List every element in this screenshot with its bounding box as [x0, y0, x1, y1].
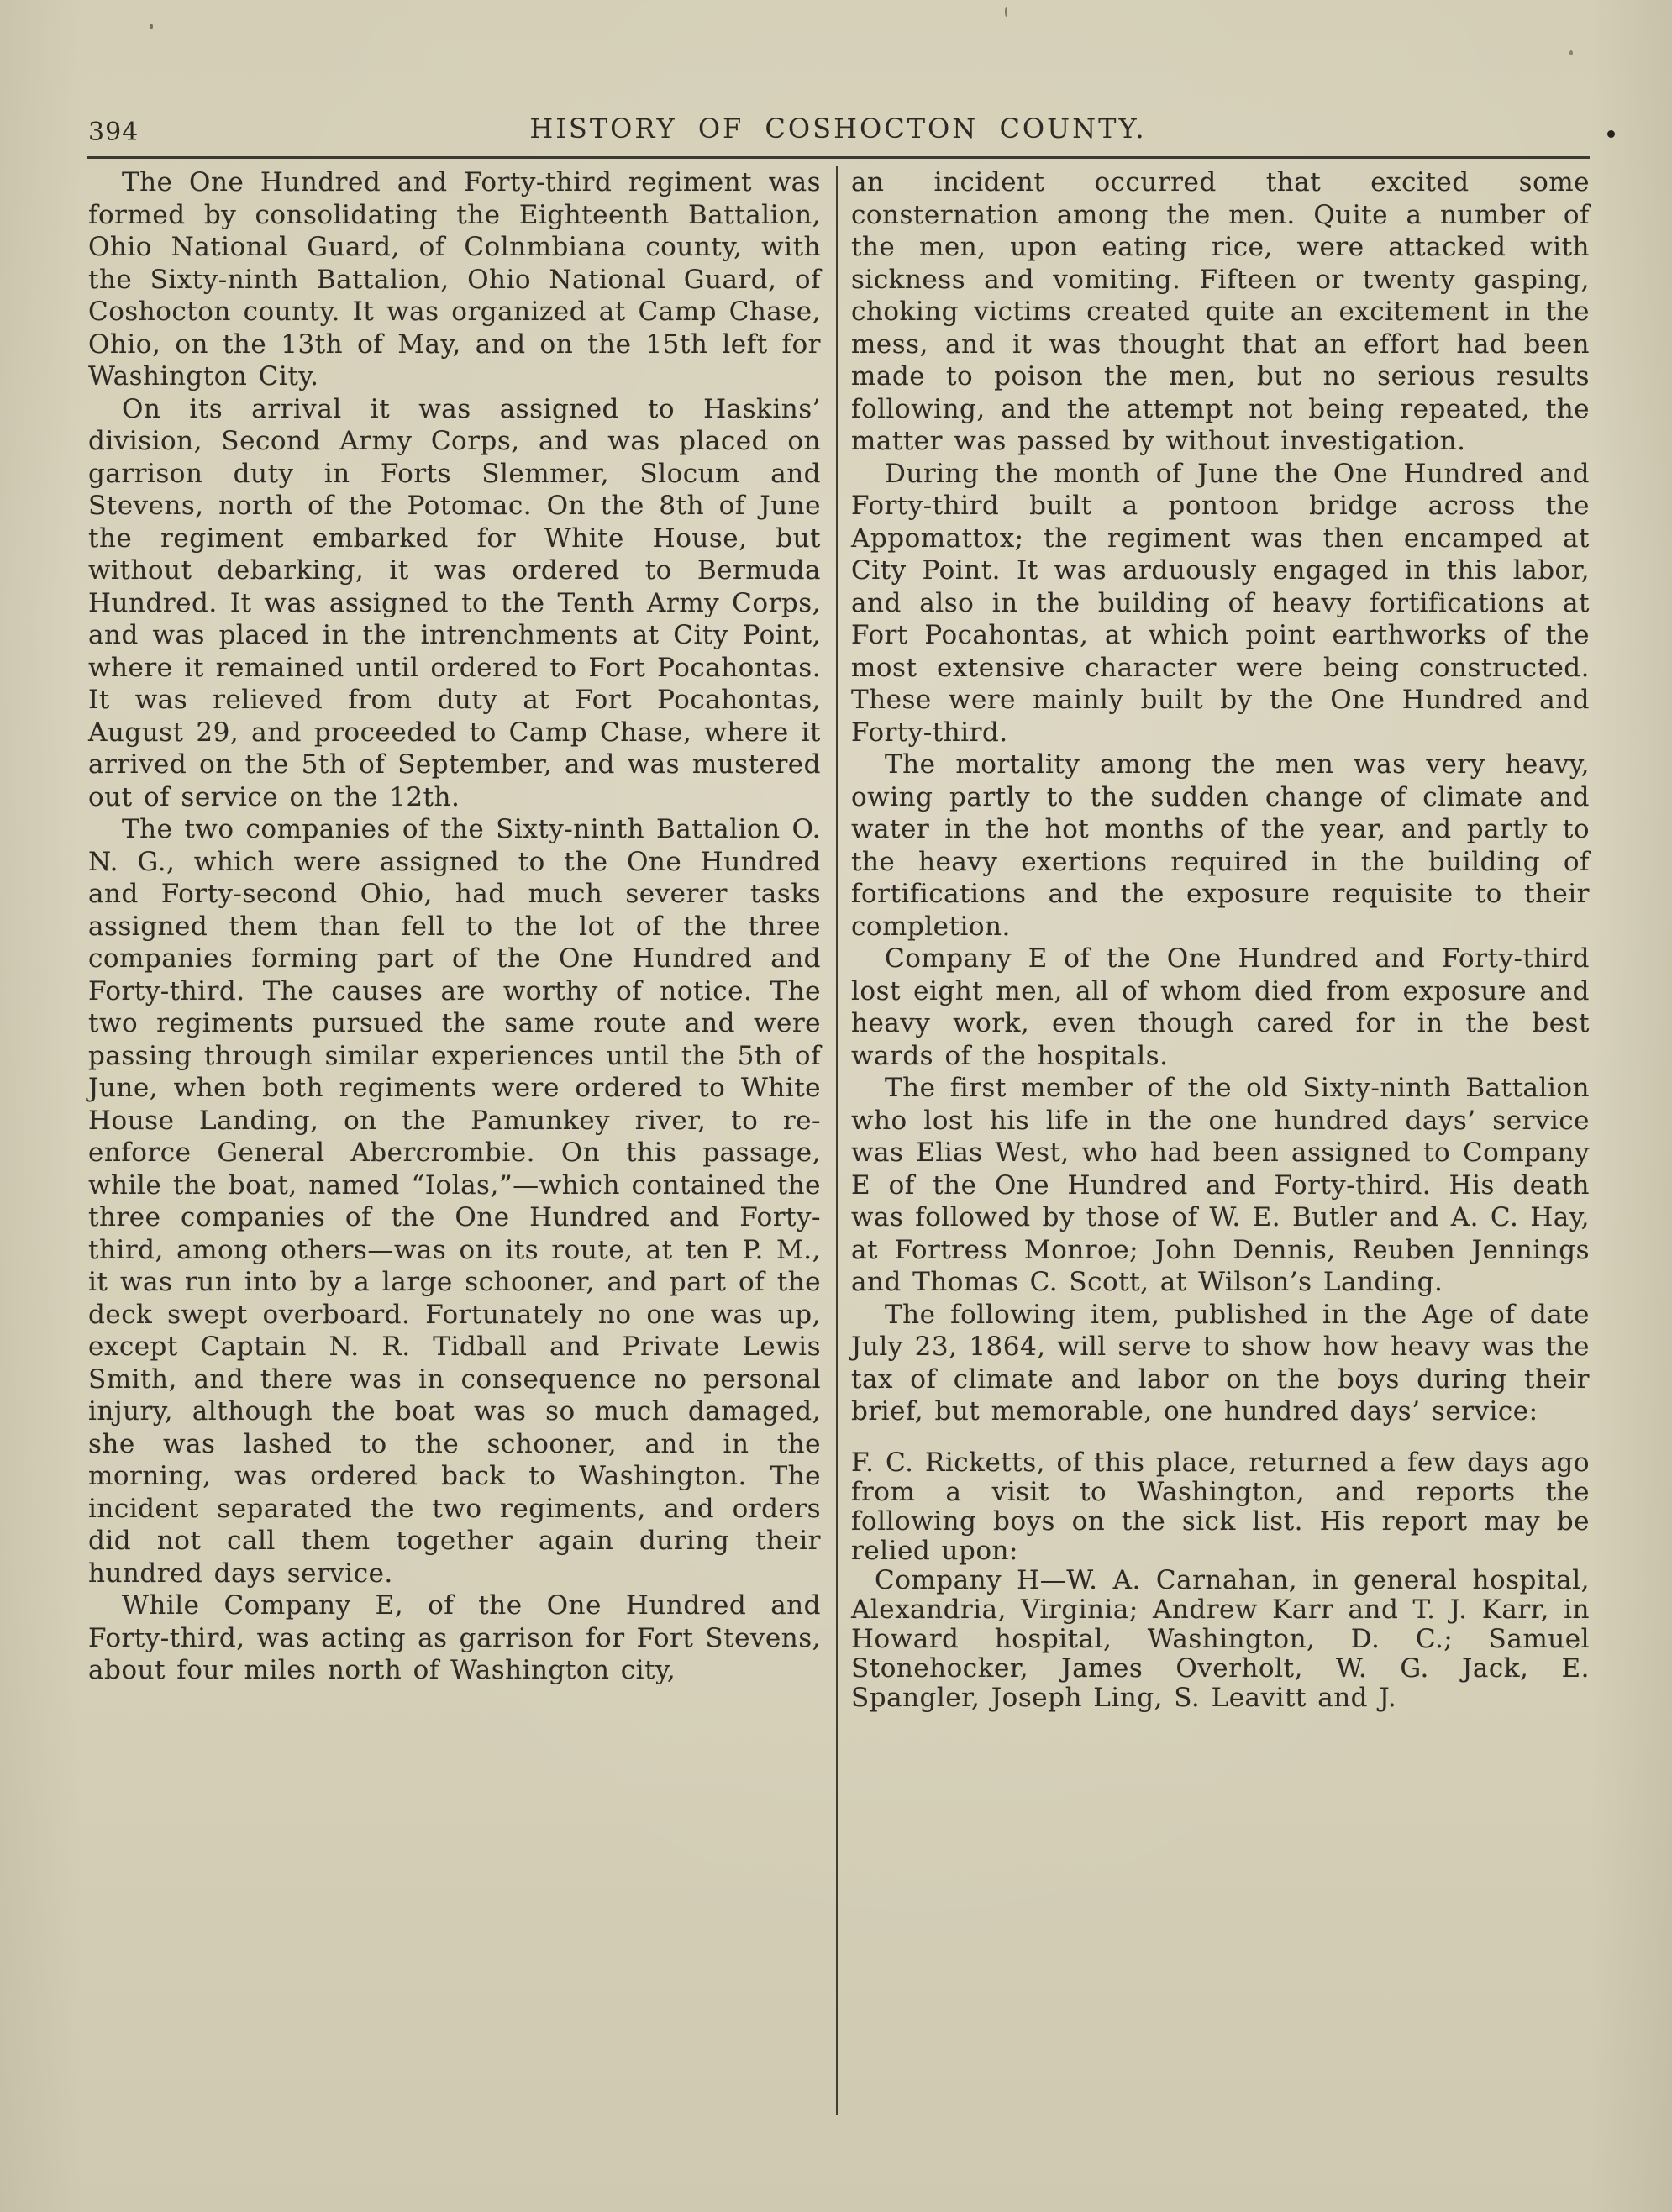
page-header [88, 113, 1588, 150]
running-head: HISTORY OF COSHOCTON COUNTY. [529, 113, 1147, 144]
paragraph: The mortality among the men was very heavy, owing partly to the sudden change of climate and water in the hot months of the year, and partly to the heavy exertions required in the building of fortifications and the exposure requisite to their completion. [851, 749, 1590, 942]
paragraph: While Company E, of the One Hundred and Forty-third, was acting as garrison for Fort Stevens, about four miles north of Washington city, [88, 1590, 821, 1685]
scan-speck [1569, 50, 1573, 55]
paragraph: On its arrival it was assigned to Haskins’ division, Second Army Corps, and was placed on garrison duty in Forts Slemmer, Slocum and Stevens, north of the Potomac. On the 8th of June the regiment embarked for White House, but without debarking, it was ordered to Bermuda Hundred. It was assigned to the Tenth Army Corps, and was placed in the intrenchments at City Point, where it remained until ordered to Fort Pocahontas. It was relieved from duty at Fort Pocahontas, August 29, and proceeded to Camp Chase, where it arrived on the 5th of September, and was mustered out of service on the 12th. [88, 393, 821, 812]
header-rule [87, 156, 1590, 159]
text-columns [88, 166, 1590, 2115]
right-column [851, 166, 1590, 2115]
paragraph: The two companies of the Sixty-ninth Battalion O. N. G., which were assigned to the One Hundred and Forty-second Ohio, had much severer tasks assigned them than fell to the lot of the three companies forming part of the One Hundred and Forty-third. The causes are worthy of notice. The two regiments pursued the same route and were passing through similar experiences until the 5th of June, when both regiments were ordered to White House Landing, on the Pamunkey river, to re-enforce General Abercrombie. On this passage, while the boat, named “Iolas,”—which contained the three companies of the One Hundred and Forty-third, among others—was on its route, at ten P. M., it was run into by a large schooner, and part of the deck swept overboard. Fortunately no one was up, except Captain N. R. Tidball and Private Lewis Smith, and there was in consequence no personal injury, although the boat was so much damaged, she was lashed to the schooner, and in the morning, was ordered back to Washington. The incident separated the two regiments, and orders did not call them together again during their hundred days service. [88, 814, 821, 1589]
paragraph: an incident occurred that excited some consternation among the men. Quite a number of the men, upon eating rice, were attacked with sickness and vomiting. Fifteen or twenty gasping, choking victims created quite an excitement in the mess, and it was thought that an effort had been made to poison the men, but no serious results following, and the attempt not being repeated, the matter was passed by without investigation. [851, 167, 1590, 456]
paragraph: The One Hundred and Forty-third regiment was formed by consolidating the Eighteenth Battalion, Ohio National Guard, of Colnmbiana county, with the Sixty-ninth Battalion, Ohio National Guard, of Coshocton county. It was organized at Camp Chase, Ohio, on the 13th of May, and on the 15th left for Washington City. [88, 167, 821, 391]
page-number: 394 [88, 118, 139, 147]
paragraph-excerpt: F. C. Ricketts, of this place, returned a few days ago from a visit to Washington, and reports the following boys on the sick list. His report may be relied upon: [851, 1447, 1590, 1566]
paragraph-excerpt: Company H—W. A. Carnahan, in general hospital, Alexandria, Virginia; Andrew Karr and T. J. Karr, in Howard hospital, Washington, D. C.; Samuel Stonehocker, James Overholt, W. G. Jack, E. Spangler, Joseph Ling, S. Leavitt and J. [851, 1564, 1590, 1713]
left-column [88, 166, 821, 2115]
paragraph: The first member of the old Sixty-ninth Battalion who lost his life in the one hundred days’ service was Elias West, who had been assigned to Company E of the One Hundred and Forty-third. His death was followed by those of W. E. Butler and A. C. Hay, at Fortress Monroe; John Dennis, Reuben Jennings and Thomas C. Scott, at Wilson’s Landing. [851, 1073, 1590, 1297]
column-divider [836, 166, 838, 2115]
scan-speck [150, 24, 153, 29]
scan-speck [1005, 7, 1007, 17]
paragraph: The following item, published in the Age of date July 23, 1864, will serve to show how heavy was the tax of climate and labor on the boys during their brief, but memorable, one hundred days’ service: [851, 1299, 1590, 1427]
paragraph: During the month of June the One Hundred and Forty-third built a pontoon bridge across the Appomattox; the regiment was then encamped at City Point. It was arduously engaged in this labor, and also in the building of heavy fortifications at Fort Pocahontas, at which point earthworks of the most extensive character were being constructed. These were mainly built by the One Hundred and Forty-third. [851, 458, 1590, 748]
paragraph: Company E of the One Hundred and Forty-third lost eight men, all of whom died from exposure and heavy work, even though cared for in the best wards of the hospitals. [851, 943, 1590, 1071]
scan-speck [1607, 130, 1615, 138]
